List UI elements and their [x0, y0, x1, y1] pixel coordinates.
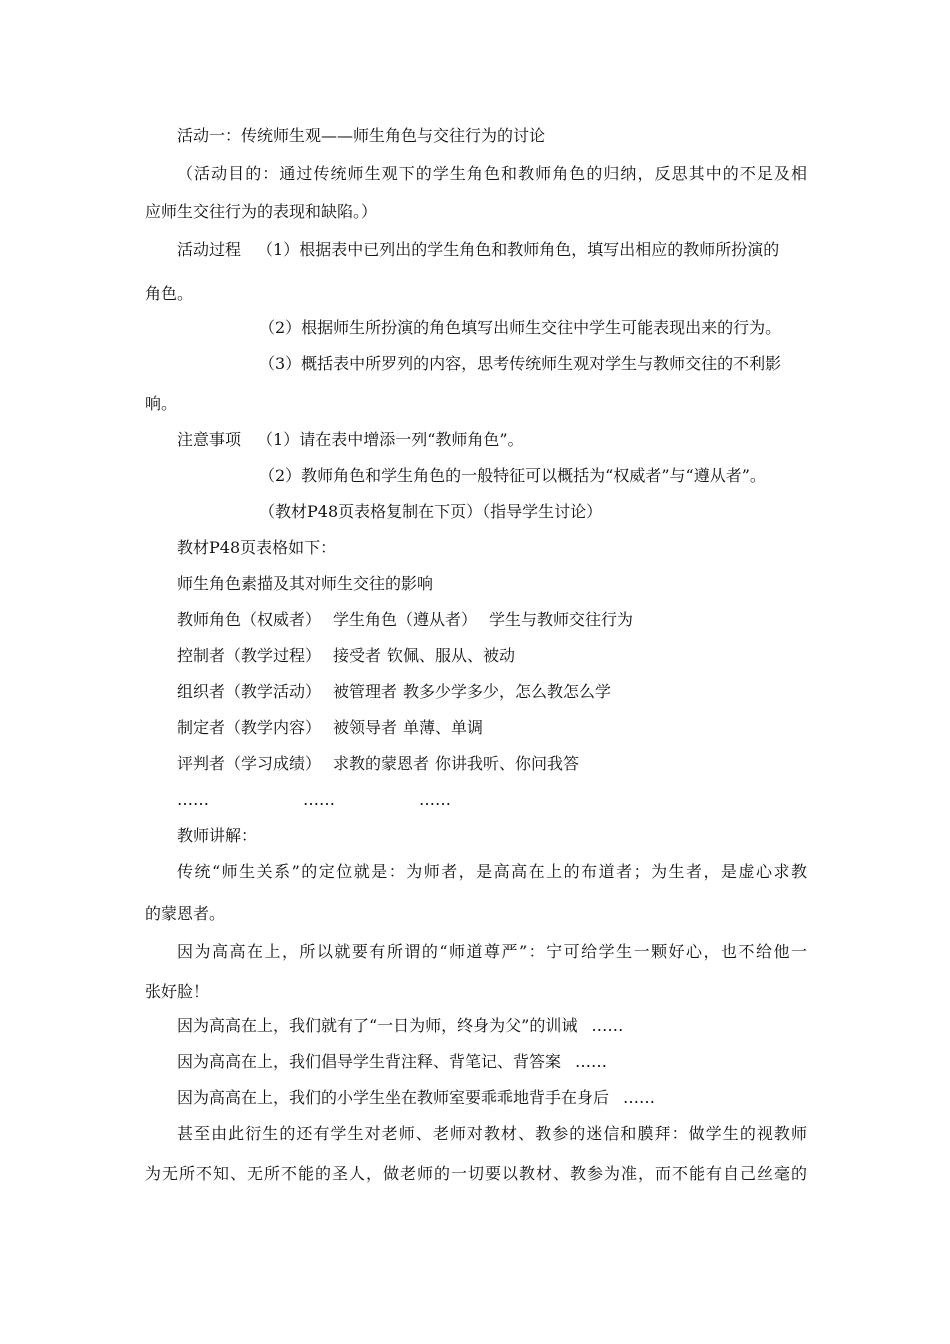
purpose-line-1: （活动目的：通过传统师生观下的学生角色和教师角色的归纳，反思其中的不足及相 [177, 164, 807, 183]
ellipsis: …… [303, 790, 335, 809]
lecture-p2-line-2: 张好脸！ [145, 982, 210, 1001]
process-step-3-cont: 响。 [145, 394, 178, 413]
table-row [177, 718, 839, 738]
ellipsis: …… [177, 790, 209, 809]
lecture-p4 [177, 1052, 839, 1072]
process-step-1-cont: 角色。 [145, 284, 194, 303]
activity-title: 活动一：传统师生观——师生角色与交往行为的讨论 [177, 126, 546, 145]
header-student-role: 学生角色（遵从者） [333, 610, 478, 629]
table-ellipsis-row [177, 790, 839, 810]
cell-student-role: 接受者 [333, 646, 382, 665]
cell-student-role: 被管理者 [333, 682, 398, 701]
purpose-line-2: 应师生交往行为的表现和缺陷。） [145, 202, 378, 221]
table-row [177, 754, 839, 774]
table-intro: 教材P48页表格如下： [177, 538, 337, 557]
lecture-p6-line-2: 为无所不知、无所不能的圣人，做老师的一切要以教材、教参为准，而不能有自己丝毫的 [145, 1164, 807, 1183]
notes-line-1 [177, 430, 839, 450]
header-interaction: 学生与教师交往行为 [489, 610, 634, 629]
cell-interaction: 单薄、单调 [403, 718, 484, 737]
lecture-p3 [177, 1016, 839, 1036]
cell-teacher-role: 组织者（教学活动） [177, 682, 322, 701]
cell-interaction: 钦佩、服从、被动 [387, 646, 516, 665]
lecture-p6-line-1: 甚至由此衍生的还有学生对老师、老师对教材、教参的迷信和膜拜：做学生的视教师 [177, 1124, 807, 1143]
note-3: （教材P48页表格复制在下页）（指导学生讨论） [259, 502, 603, 521]
process-step-2: （2）根据师生所扮演的角色填写出师生交往中学生可能表现出来的行为。 [259, 318, 782, 337]
ellipsis: …… [623, 1088, 656, 1107]
process-step-3: （3）概括表中所罗列的内容，思考传统师生观对学生与教师交往的不利影 [259, 354, 782, 373]
lecture-p2-line-1: 因为高高在上，所以就要有所谓的“师道尊严”：宁可给学生一颗好心，也不给他一 [177, 942, 807, 961]
header-teacher-role: 教师角色（权威者） [177, 610, 322, 629]
cell-student-role: 被领导者 [333, 718, 398, 737]
lecture-p5-text: 因为高高在上，我们的小学生坐在教师室要乖乖地背手在身后 [177, 1088, 610, 1107]
lecture-heading: 教师讲解： [177, 826, 258, 845]
cell-interaction: 教多少学多少，怎么教怎么学 [403, 682, 612, 701]
note-2: （2）教师角色和学生角色的一般特征可以概括为“权威者”与“遵从者”。 [259, 466, 766, 485]
process-line-1 [177, 240, 807, 260]
table-title: 师生角色素描及其对师生交往的影响 [177, 574, 434, 593]
cell-student-role: 求教的蒙恩者 [333, 754, 430, 773]
table-row [177, 646, 839, 666]
ellipsis: …… [591, 1016, 624, 1035]
cell-teacher-role: 评判者（学习成绩） [177, 754, 322, 773]
cell-teacher-role: 控制者（教学过程） [177, 646, 322, 665]
lecture-p5 [177, 1088, 839, 1108]
note-1: （1）请在表中增添一列“教师角色”。 [257, 430, 524, 449]
lecture-p1-line-1: 传统“师生关系”的定位就是：为师者，是高高在上的布道者；为生者，是虚心求教 [177, 862, 807, 881]
process-step-1: （1）根据表中已列出的学生角色和教师角色，填写出相应的教师所扮演的 [257, 240, 780, 259]
ellipsis: …… [419, 790, 451, 809]
ellipsis: …… [575, 1052, 608, 1071]
lecture-p1-line-2: 的蒙恩者。 [145, 904, 226, 923]
cell-interaction: 你讲我听、你问我答 [435, 754, 580, 773]
process-label: 活动过程 [177, 240, 242, 259]
cell-teacher-role: 制定者（教学内容） [177, 718, 322, 737]
notes-label: 注意事项 [177, 430, 242, 449]
lecture-p3-text: 因为高高在上，我们就有了“一日为师，终身为父”的训诫 [177, 1016, 578, 1035]
table-header-row [177, 610, 839, 630]
table-row [177, 682, 839, 702]
lecture-p4-text: 因为高高在上，我们倡导学生背注释、背笔记、背答案 [177, 1052, 562, 1071]
